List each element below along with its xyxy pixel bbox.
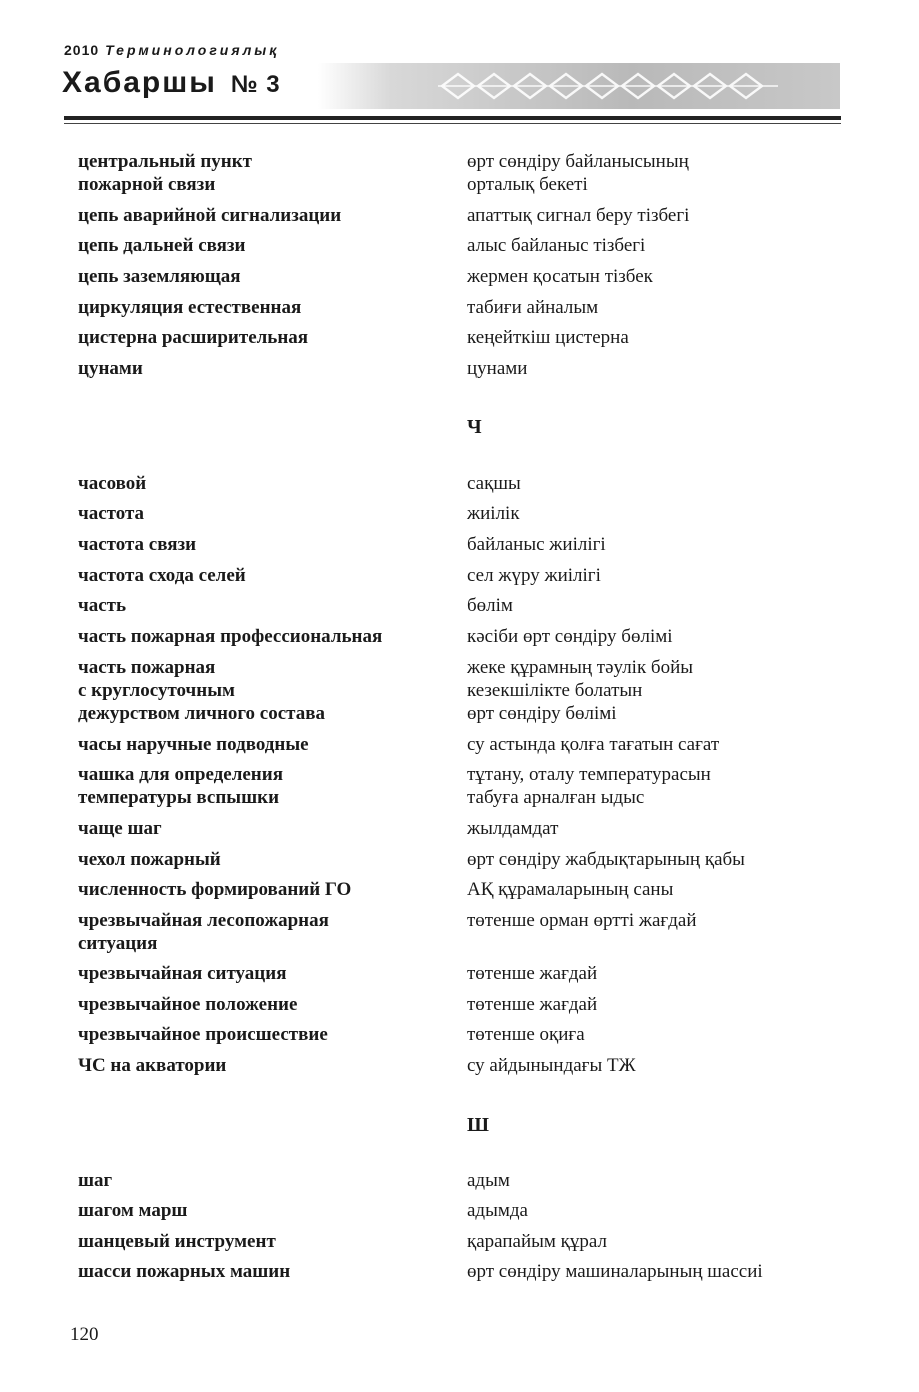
term-ru: чрезвычайная ситуация bbox=[78, 963, 287, 984]
term-ru: ЧС на акватории bbox=[78, 1055, 227, 1076]
term-kk: төтенше оқиға bbox=[467, 1024, 585, 1045]
term-kk: табиғи айналым bbox=[467, 297, 599, 318]
page-header bbox=[0, 0, 919, 130]
journal-title bbox=[62, 66, 281, 100]
term-kk: өрт сөндіру байланысының орталық бекеті bbox=[467, 151, 689, 195]
term-ru: цепь дальней связи bbox=[78, 235, 246, 256]
term-ru: частота связи bbox=[78, 534, 197, 555]
term-ru: численность формирований ГО bbox=[78, 879, 352, 900]
term-ru: часть пожарная профессиональная bbox=[78, 626, 383, 647]
term-ru: шасси пожарных машин bbox=[78, 1261, 291, 1282]
term-kk: өрт сөндіру жабдықтарының қабы bbox=[467, 849, 745, 870]
term-ru: чрезвычайная лесопожарная ситуация bbox=[78, 910, 329, 954]
term-ru: цунами bbox=[78, 358, 143, 379]
journal-name-line bbox=[64, 42, 279, 58]
term-kk: сақшы bbox=[467, 473, 521, 494]
term-ru: чаще шаг bbox=[78, 818, 162, 839]
term-ru: частота bbox=[78, 503, 145, 524]
ornament-band bbox=[318, 63, 840, 109]
term-ru: чашка для определения температуры вспышки bbox=[78, 764, 283, 808]
term-kk: бөлім bbox=[467, 595, 513, 616]
term-kk: цунами bbox=[467, 358, 528, 379]
term-kk: төтенше орман өртті жағдай bbox=[467, 910, 697, 931]
term-kk: су астында қолға тағатын сағат bbox=[467, 734, 720, 755]
term-ru: шагом марш bbox=[78, 1200, 188, 1221]
term-kk: төтенше жағдай bbox=[467, 994, 598, 1015]
header-rule-thin bbox=[64, 123, 841, 124]
term-kk: кеңейткіш цистерна bbox=[467, 327, 629, 348]
term-kk: кәсіби өрт сөндіру бөлімі bbox=[467, 626, 673, 647]
section-letter: Ш bbox=[467, 1114, 489, 1136]
term-kk: АҚ құрамаларының саны bbox=[467, 879, 674, 900]
issue-number: № 3 bbox=[230, 71, 281, 98]
term-ru: частота схода селей bbox=[78, 565, 246, 586]
term-kk: жиілік bbox=[467, 503, 520, 524]
term-ru: часть bbox=[78, 595, 127, 616]
year: 2010 bbox=[64, 42, 100, 58]
term-kk: адымда bbox=[467, 1200, 528, 1221]
term-kk: қарапайым құрал bbox=[467, 1231, 607, 1252]
term-kk: байланыс жиілігі bbox=[467, 534, 606, 555]
term-kk: апаттық сигнал беру тізбегі bbox=[467, 205, 690, 226]
term-ru: шанцевый инструмент bbox=[78, 1231, 276, 1252]
header-rule bbox=[64, 116, 841, 120]
term-ru: чрезвычайное положение bbox=[78, 994, 298, 1015]
term-kk: су айдынындағы ТЖ bbox=[467, 1055, 636, 1076]
term-kk: сел жүру жиілігі bbox=[467, 565, 601, 586]
term-ru: цепь заземляющая bbox=[78, 266, 241, 287]
term-ru: часовой bbox=[78, 473, 147, 494]
term-ru: часть пожарная с круглосуточным дежурством личного состава bbox=[78, 657, 325, 724]
title-text: Хабаршы bbox=[62, 66, 217, 99]
term-ru: часы наручные подводные bbox=[78, 734, 309, 755]
term-kk: алыс байланыс тізбегі bbox=[467, 235, 646, 256]
term-kk: жеке құрамның тәулік бойы кезекшілікте болатын өрт сөндіру бөлімі bbox=[467, 657, 694, 724]
journal-name: Терминологиялық bbox=[105, 42, 280, 58]
term-kk: жылдамдат bbox=[467, 818, 559, 839]
page-number: 120 bbox=[70, 1324, 99, 1345]
term-kk: төтенше жағдай bbox=[467, 963, 598, 984]
term-ru: шаг bbox=[78, 1170, 113, 1191]
term-kk: жермен қосатын тізбек bbox=[467, 266, 653, 287]
term-ru: циркуляция естественная bbox=[78, 297, 302, 318]
section-letter: Ч bbox=[467, 416, 482, 438]
term-ru: цистерна расширительная bbox=[78, 327, 309, 348]
term-kk: адым bbox=[467, 1170, 510, 1191]
term-kk: тұтану, оталу температурасын табуға арналған ыдыс bbox=[467, 764, 711, 808]
term-kk: өрт сөндіру машиналарының шассиі bbox=[467, 1261, 763, 1282]
term-ru: чехол пожарный bbox=[78, 849, 221, 870]
term-ru: чрезвычайное происшествие bbox=[78, 1024, 328, 1045]
term-ru: центральный пункт пожарной связи bbox=[78, 151, 252, 195]
ornament-pattern bbox=[438, 68, 778, 104]
term-ru: цепь аварийной сигнализации bbox=[78, 205, 342, 226]
